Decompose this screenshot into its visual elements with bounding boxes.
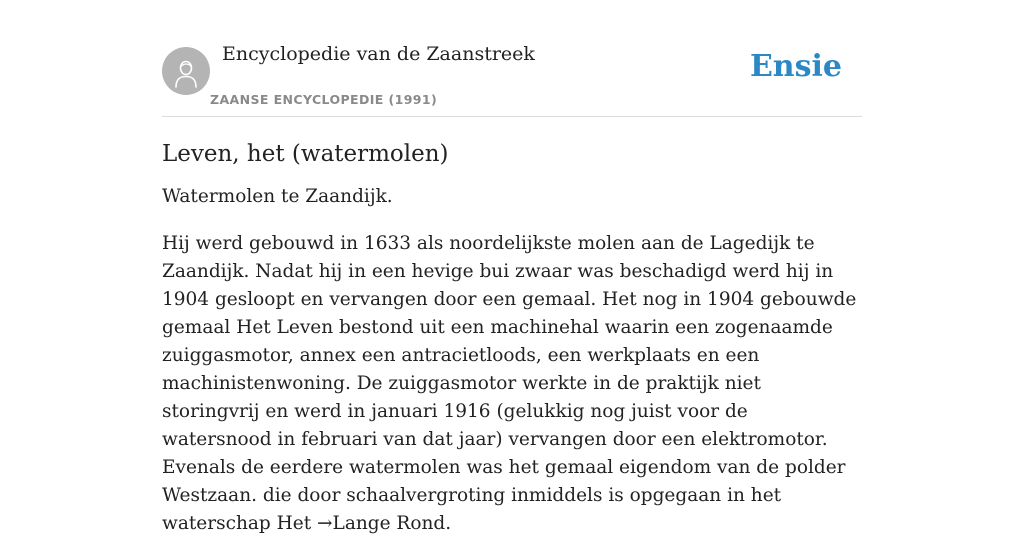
brand-logo-link[interactable]: Ensie	[749, 49, 842, 84]
page-title: Leven, het (watermolen)	[162, 141, 449, 167]
article-body-text: Hij werd gebouwd in 1633 als noordelijkste molen aan de Lagedijk te Zaandijk. Nadat hij in een hevige bui zwaar was beschadigd werd hij in 1904 gesloopt en vervangen door een gemaal. Het nog in 1904 gebouwde gemaal Het Leven bestond uit een machinehal waarin een zogenaamde zuiggasmotor, annex een antracietloods, een werkplaats en een machinistenwoning. De zuiggasmotor werkte in de praktijk niet storingvrij en werd in januari 1916 (gelukkig nog juist voor de watersnood in februari van dat jaar) vervangen door een elektromotor. Evenals de eerdere watermolen was het gemaal eigendom van de polder Westzaan. die door schaalvergroting inmiddels is opgegaan in het waterschap Het	[162, 233, 857, 534]
crossref-label: Lange Rond	[332, 513, 446, 534]
book-subtitle: ZAANSE ENCYCLOPEDIE (1991)	[210, 92, 438, 107]
article-intro: Watermolen te Zaandijk.	[162, 186, 393, 207]
header	[162, 40, 862, 117]
article-body	[162, 230, 862, 538]
crossref-arrow-icon: →	[317, 513, 333, 534]
crossref-link-lange-rond[interactable]	[317, 513, 445, 534]
book-title[interactable]: Encyclopedie van de Zaanstreek	[222, 43, 535, 65]
article	[162, 136, 862, 538]
avatar[interactable]	[162, 47, 210, 95]
user-icon	[162, 47, 210, 95]
article-body-end: .	[445, 513, 452, 534]
